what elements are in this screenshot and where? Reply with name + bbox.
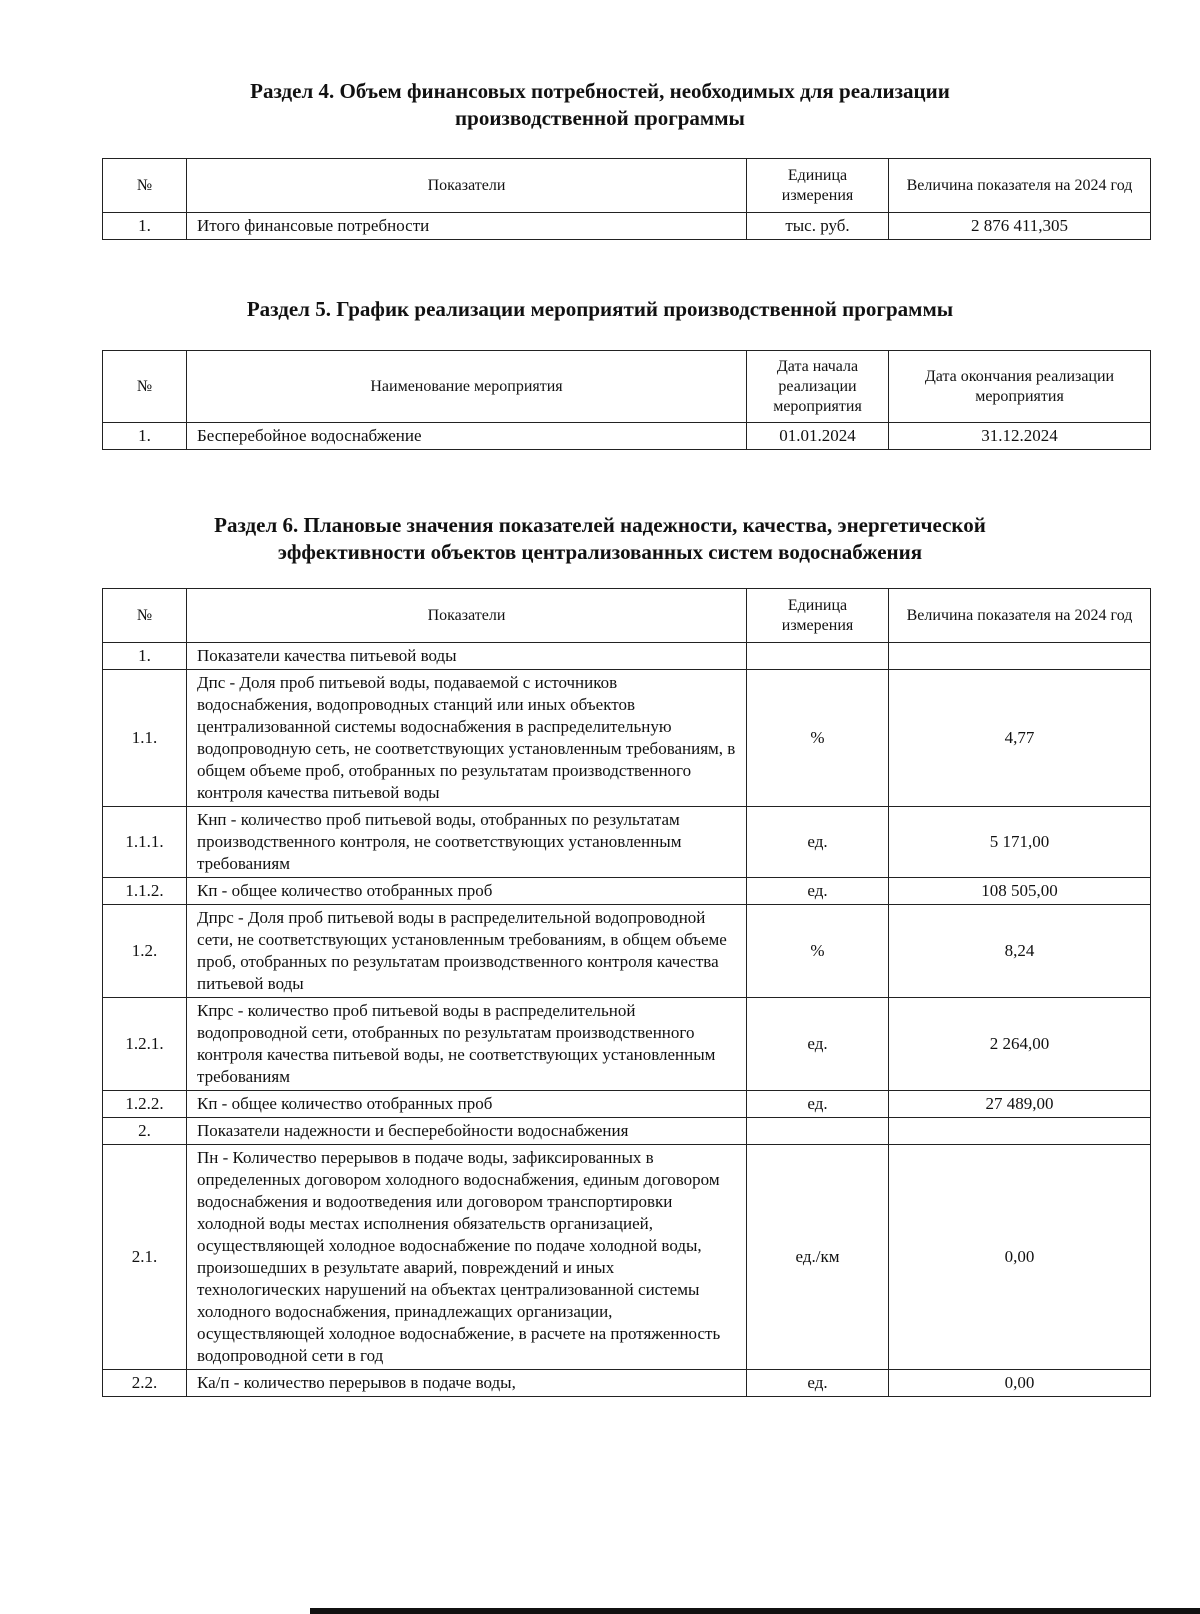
row-num: 2.1. [103,1145,187,1370]
row-name: Дпрс - Доля проб питьевой воды в распределительной водопроводной сети, не соответствующих установленным требованиям, в общем объеме проб, отобранных по результатам производственного контроля качества питьевой воды [187,905,747,998]
section6-table [102,588,1151,1397]
row-value: 5 171,00 [889,807,1151,878]
row-name: Ка/п - количество перерывов в подаче воды, [187,1370,747,1397]
row-num: 1.1. [103,670,187,807]
table-row [103,905,1151,998]
table-row [103,1370,1151,1397]
row-unit: ед./км [747,1145,889,1370]
section4-title [0,78,1200,132]
row-num: 1. [103,423,187,450]
table-row [103,213,1151,240]
section5-title-text: Раздел 5. График реализации мероприятий производственной программы [246,297,954,321]
row-value: 108 505,00 [889,878,1151,905]
row-unit: тыс. руб. [747,213,889,240]
table-row [103,807,1151,878]
table-row [103,423,1151,450]
row-end-date: 31.12.2024 [889,423,1151,450]
table-row [103,998,1151,1091]
row-name: Показатели надежности и бесперебойности водоснабжения [187,1118,747,1145]
section5-table [102,350,1151,450]
section4-title-line2: производственной программы [455,106,745,130]
header-unit: Единица измерения [747,159,889,213]
header-name: Показатели [187,159,747,213]
header-name: Показатели [187,589,747,643]
row-num: 2. [103,1118,187,1145]
section5-title [0,296,1200,323]
row-num: 2.2. [103,1370,187,1397]
header-start-date: Дата начала реализации мероприятия [747,351,889,423]
row-unit [747,1118,889,1145]
row-unit [747,643,889,670]
row-num: 1.2.2. [103,1091,187,1118]
row-value: 0,00 [889,1145,1151,1370]
header-num: № [103,351,187,423]
row-value: 2 264,00 [889,998,1151,1091]
row-value: 4,77 [889,670,1151,807]
row-value: 8,24 [889,905,1151,998]
header-value: Величина показателя на 2024 год [889,589,1151,643]
table-row [103,1091,1151,1118]
section6-title [0,512,1200,566]
scan-edge-line [310,1608,1200,1614]
row-value [889,643,1151,670]
row-unit: % [747,670,889,807]
row-num: 1.2. [103,905,187,998]
section4-title-line1: Раздел 4. Объем финансовых потребностей, необходимых для реализации [250,79,950,103]
row-name: Кп - общее количество отобранных проб [187,1091,747,1118]
table-row [103,643,1151,670]
section6-title-line1: Раздел 6. Плановые значения показателей надежности, качества, энергетической [214,513,986,537]
section5-header-row [103,351,1151,423]
row-value: 0,00 [889,1370,1151,1397]
row-num: 1.1.1. [103,807,187,878]
section4-header-row [103,159,1151,213]
header-name: Наименование мероприятия [187,351,747,423]
row-name: Кпрс - количество проб питьевой воды в распределительной водопроводной сети, отобранных по результатам производственного контроля качества питьевой воды, не соответствующих установленным требованиям [187,998,747,1091]
row-num: 1. [103,213,187,240]
header-end-date: Дата окончания реализации мероприятия [889,351,1151,423]
section4-table [102,158,1151,240]
table-row [103,1118,1151,1145]
row-name: Кнп - количество проб питьевой воды, отобранных по результатам производственного контроля, не соответствующих установленным требованиям [187,807,747,878]
table-row [103,878,1151,905]
row-num: 1.2.1. [103,998,187,1091]
header-num: № [103,159,187,213]
table-row [103,670,1151,807]
row-unit: ед. [747,807,889,878]
row-start-date: 01.01.2024 [747,423,889,450]
header-value: Величина показателя на 2024 год [889,159,1151,213]
row-unit: ед. [747,1370,889,1397]
table-row [103,1145,1151,1370]
row-unit: % [747,905,889,998]
row-num: 1.1.2. [103,878,187,905]
row-name: Итого финансовые потребности [187,213,747,240]
section6-title-line2: эффективности объектов централизованных систем водоснабжения [277,540,923,564]
row-name: Дпс - Доля проб питьевой воды, подаваемой с источников водоснабжения, водопроводных станций или иных объектов централизованной системы водоснабжения в распределительную водопроводную сеть, не соответствующих установленным требованиям, в общем объеме проб, отобранных по результатам производственного контроля качества питьевой воды [187,670,747,807]
section6-header-row [103,589,1151,643]
row-num: 1. [103,643,187,670]
row-name: Бесперебойное водоснабжение [187,423,747,450]
row-unit: ед. [747,1091,889,1118]
header-num: № [103,589,187,643]
header-unit: Единица измерения [747,589,889,643]
row-value: 27 489,00 [889,1091,1151,1118]
row-unit: ед. [747,878,889,905]
row-value: 2 876 411,305 [889,213,1151,240]
row-name: Показатели качества питьевой воды [187,643,747,670]
row-value [889,1118,1151,1145]
row-unit: ед. [747,998,889,1091]
row-name: Кп - общее количество отобранных проб [187,878,747,905]
row-name: Пн - Количество перерывов в подаче воды, зафиксированных в определенных договором холодного водоснабжения, единым договором водоснабжения и водоотведения или договором транспортировки холодной воды местах исполнения обязательств организацией, осуществляющей холодное водоснабжение по подаче холодной воды, произошедших в результате аварий, повреждений и иных технологических нарушений на объектах централизованной системы холодного водоснабжения, принадлежащих организации, осуществляющей холодное водоснабжение, в расчете на протяженность водопроводной сети в год [187,1145,747,1370]
